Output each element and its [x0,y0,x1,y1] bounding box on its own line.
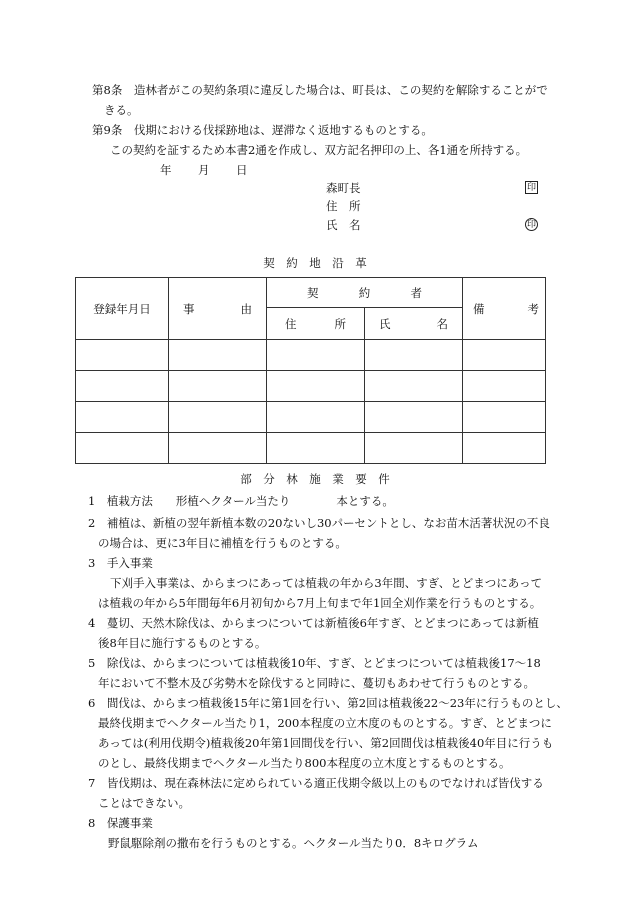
date-year-label: 年 [160,163,172,177]
date-month-label: 月 [198,163,210,177]
req-line: 最終伐期までヘクタール当たり1，200本程度の立木度のものとする。すぎ、とどまつに [98,716,552,730]
circle-seal-icon: 印 [526,220,536,230]
article-8-line2: きる。 [104,103,139,117]
req-line: 7 皆伐期は、現在森林法に定められている適正伐期令級以上のものでなければ皆伐する [88,776,544,790]
req-line: あっては(利用伐期令)植栽後20年第1回間伐を行い、第2回間伐は植栽後40年目に行うも [98,736,554,750]
header-contractor: 契 約 者 [267,278,463,308]
header-reason: 事 由 [169,278,267,340]
requirements-title: 部 分 林 施 業 要 件 [240,472,390,486]
header-remarks: 備 考 [463,278,546,340]
req-line: 1 植栽方法 形植ヘクタール当たり 本とする。 [88,494,394,508]
req-line: 4 蔓切、天然木除伐は、からまつについては新植後6年すぎ、とどまつにあっては新植 [88,616,539,630]
req-line: 8 保護事業 [88,816,153,830]
table-row [76,433,546,464]
header-address: 住 所 [267,308,365,340]
town-head-label: 森町長 [326,181,361,195]
article-9: 第9条 伐期における伐採跡地は、遅滞なく返地するものとする。 [92,123,433,137]
square-seal-icon: 印 [526,183,536,193]
req-line: ことはできない。 [98,796,190,810]
req-line: 6 間伐は、からまつ植栽後15年に第1回を行い、第2回は植栽後22～23年に行うものとし、 [88,696,568,710]
name-label: 氏 名 [326,218,361,232]
req-line: 2 補植は、新植の翌年新植本数の20ないし30パーセントとし、なお苗木活著状況の不良 [88,516,550,530]
history-title: 契 約 地 沿 革 [263,256,367,270]
header-registration-date: 登録年月日 [76,278,169,340]
history-table [75,277,546,464]
req-line: のとし、最終伐期までヘクタール当たり800本程度の立木度とするものとする。 [98,756,511,770]
table-row [76,402,546,433]
req-line: 年において不整木及び劣勢木を除伐すると同時に、蔓切もあわせて行うものとする。 [98,676,535,690]
req-line: 下刈手入事業は、からまつにあっては植栽の年から3年間、すぎ、とどまつにあって [110,576,543,590]
address-label: 住 所 [326,199,361,213]
req-line: 3 手入事業 [88,556,153,570]
req-line: は植栽の年から5年間毎年6月初旬から7月上旬まで年1回全刈作業を行うものとする。 [98,596,542,610]
req-line: の場合は、更に3年目に補植を行うものとする。 [98,536,347,550]
proof-line: この契約を証するため本書2通を作成し、双方記名押印の上、各1通を所持する。 [110,143,528,157]
req-line: 5 除伐は、からまつについては植栽後10年、すぎ、とどまつについては植栽後17～18 [88,656,541,670]
table-row [76,371,546,402]
article-8-line1: 第8条 造林者がこの契約条項に違反した場合は、町長は、この契約を解除することがで [92,83,548,97]
header-name: 氏 名 [365,308,463,340]
table-row [76,340,546,371]
req-line: 後8年目に施行するものとする。 [98,636,267,650]
date-day-label: 日 [236,163,248,177]
req-line: 野鼠駆除剤の撒布を行うものとする。ヘクタール当たり0．8キログラム [108,836,479,850]
